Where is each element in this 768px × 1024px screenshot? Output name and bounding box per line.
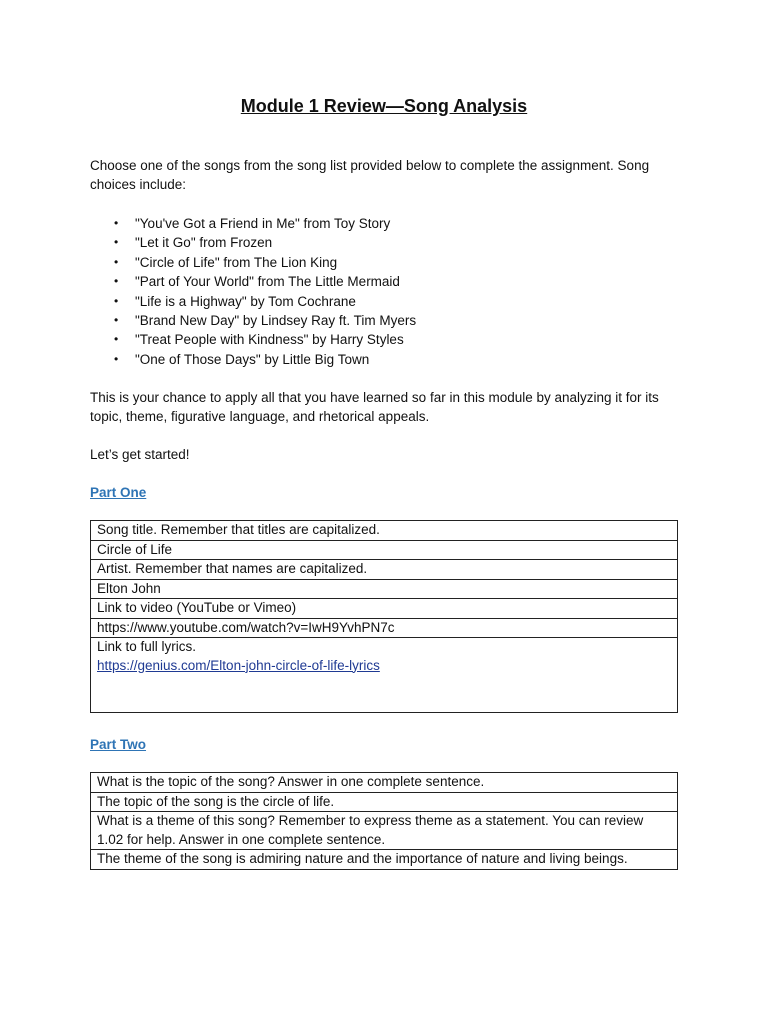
lyrics-cell — [91, 638, 678, 713]
table-cell: https://www.youtube.com/watch?v=IwH9YvhPN7c — [91, 618, 678, 638]
table-row — [91, 773, 678, 793]
part-two-table — [90, 772, 678, 870]
instructions-paragraph: This is your chance to apply all that you have learned so far in this module by analyzing it for its topic, theme, figurative language, and rhetorical appeals. — [90, 390, 659, 424]
bullet-icon: • — [114, 235, 119, 250]
part-two-heading[interactable]: Part Two — [90, 737, 147, 752]
table-cell: Elton John — [91, 579, 678, 599]
bullet-icon: • — [114, 293, 119, 308]
list-item: • "Life is a Highway" by Tom Cochrane — [90, 292, 416, 311]
list-item: • "You've Got a Friend in Me" from Toy Story — [90, 214, 416, 233]
list-item: • "Treat People with Kindness" by Harry Styles — [90, 330, 416, 349]
list-item: • "One of Those Days" by Little Big Town — [90, 350, 416, 369]
table-row — [91, 638, 678, 713]
table-row — [91, 521, 678, 541]
table-row — [91, 812, 678, 850]
table-row — [91, 850, 678, 870]
table-cell: The theme of the song is admiring nature and the importance of nature and living beings. — [91, 850, 678, 870]
lyrics-link[interactable]: https://genius.com/Elton-john-circle-of-life-lyrics — [97, 657, 380, 673]
part-one-table — [90, 520, 678, 713]
start-paragraph: Let’s get started! — [90, 447, 190, 462]
list-item: • "Circle of Life" from The Lion King — [90, 253, 416, 272]
table-row — [91, 792, 678, 812]
table-row — [91, 599, 678, 619]
table-cell: The topic of the song is the circle of life. — [91, 792, 678, 812]
table-cell: Song title. Remember that titles are capitalized. — [91, 521, 678, 541]
table-cell: Artist. Remember that names are capitalized. — [91, 560, 678, 580]
bullet-icon: • — [114, 274, 119, 289]
intro-paragraph: Choose one of the songs from the song list provided below to complete the assignment. Song choices include: — [90, 158, 650, 192]
table-cell: Circle of Life — [91, 540, 678, 560]
bullet-icon: • — [114, 312, 119, 327]
table-row — [91, 618, 678, 638]
list-item: • "Part of Your World" from The Little Mermaid — [90, 272, 416, 291]
table-cell: Link to video (YouTube or Vimeo) — [91, 599, 678, 619]
bullet-icon: • — [114, 332, 119, 347]
bullet-icon: • — [114, 351, 119, 366]
bullet-icon: • — [114, 216, 119, 230]
table-row — [91, 560, 678, 580]
table-cell: What is a theme of this song? Remember to express theme as a statement. You can review 1.02 for help. Answer in one complete sentence. — [91, 812, 678, 850]
song-list — [90, 214, 416, 369]
list-item: • "Brand New Day" by Lindsey Ray ft. Tim Myers — [90, 311, 416, 330]
table-row — [91, 579, 678, 599]
page-title: Module 1 Review—Song Analysis — [240, 96, 528, 116]
part-one-heading[interactable]: Part One — [90, 485, 147, 500]
list-item: • "Let it Go" from Frozen — [90, 233, 416, 252]
bullet-icon: • — [114, 254, 119, 269]
lyrics-label: Link to full lyrics. — [97, 639, 197, 654]
table-cell: What is the topic of the song? Answer in one complete sentence. — [91, 773, 678, 793]
table-row — [91, 540, 678, 560]
